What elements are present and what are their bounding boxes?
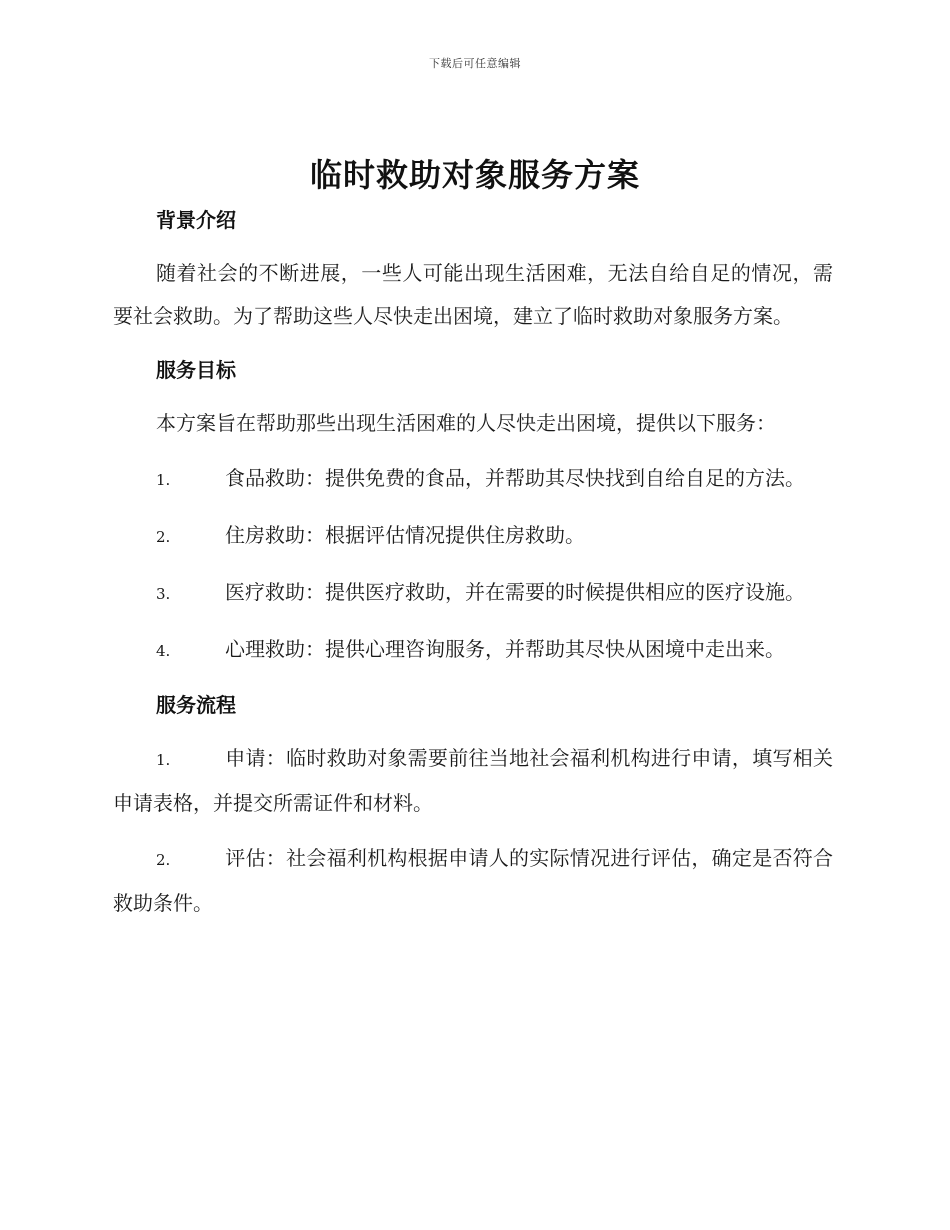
list-item: [113, 837, 833, 925]
list-item-text: 医疗救助：提供医疗救助，并在需要的时候提供相应的医疗设施。: [225, 580, 805, 604]
list-item: [113, 457, 833, 502]
list-item: [113, 571, 833, 616]
document-body: [113, 200, 833, 925]
list-item-number: 1.: [156, 751, 171, 769]
section-heading-process: 服务流程: [156, 693, 236, 717]
list-item: [113, 514, 833, 559]
section-heading-background: 背景介绍: [156, 208, 236, 232]
section-heading-goals: 服务目标: [156, 358, 236, 382]
list-item-number: 2.: [156, 528, 171, 546]
list-item-text: 心理救助：提供心理咨询服务，并帮助其尽快从困境中走出来。: [225, 637, 785, 661]
list-item: [113, 628, 833, 673]
goals-intro-paragraph: 本方案旨在帮助那些出现生活困难的人尽快走出困境，提供以下服务：: [156, 411, 776, 435]
list-item-text: 评估：社会福利机构根据申请人的实际情况进行评估，确定是否符合救助条件。: [113, 846, 833, 915]
header-note: 下载后可任意编辑: [429, 57, 521, 70]
list-item-number: 1.: [156, 471, 171, 489]
list-item-text: 申请：临时救助对象需要前往当地社会福利机构进行申请，填写相关申请表格，并提交所需证件和材料。: [113, 746, 833, 815]
list-item-text: 食品救助：提供免费的食品，并帮助其尽快找到自给自足的方法。: [225, 466, 805, 490]
list-item: [113, 737, 833, 825]
page-title: 临时救助对象服务方案: [309, 156, 640, 194]
background-paragraph: 随着社会的不断进展，一些人可能出现生活困难，无法自给自足的情况，需要社会救助。为了帮助这些人尽快走出困境，建立了临时救助对象服务方案。: [113, 261, 833, 328]
list-item-number: 2.: [156, 851, 171, 869]
list-item-text: 住房救助：根据评估情况提供住房救助。: [225, 523, 585, 547]
list-item-number: 4.: [156, 642, 171, 660]
list-item-number: 3.: [156, 585, 171, 603]
